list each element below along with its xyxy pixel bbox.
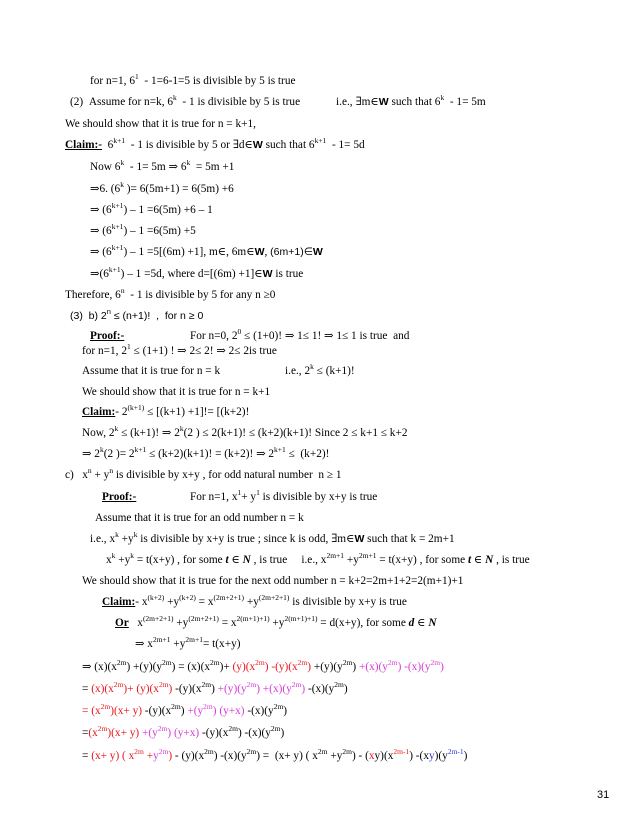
text-line: (2) Assume for n=k, 6$^k$ - 1 is divisible by 5 is true bbox=[70, 93, 301, 108]
text-line: for n=1, $6^1 - 1=6-1=5$ is divisible by 5 is true bbox=[90, 72, 296, 87]
text-line: ⇒ $x^{2m+1} +y^{2m+1}= t(x+y)$ bbox=[135, 635, 241, 650]
text-line: ⇒6. (6$^k$ )= 6(5m+1) = 6(5m) +6 bbox=[90, 180, 234, 195]
l16-src: We should show that it is true for n = k+1 bbox=[82, 386, 271, 398]
page-number: 31 bbox=[597, 789, 610, 801]
text-line bbox=[82, 385, 270, 399]
equation-line: = $(x^{2m})(x+ y)$ $-(y)(x^{2m}) +(y^{2m})$ (y+x) $-(x)(y^{2m})$ bbox=[82, 702, 288, 717]
text-line: ⇒ $(6^{k+1}) - 1 =6(5m) +5$ bbox=[90, 222, 196, 237]
l15a-src: Assume that it is true for n = k bbox=[82, 365, 221, 377]
or-line: Or $x^{(2m+2+1)} +y^{(2m+2+1)} = x^{2(m+1)+1)} +y^{2(m+1)+1)} = d(x+y)$, for some d ∈ N bbox=[115, 614, 437, 629]
text-line bbox=[82, 574, 463, 588]
text-line: ⇒ $(6^{k+1}) - 1 =6(5m) +6 - 1$ bbox=[90, 201, 213, 216]
text-line: Now 6$^k$ - 1= 5m ⇒ 6$^k$ = 5m +1 bbox=[90, 158, 235, 173]
proof-label: Proof:- bbox=[102, 491, 137, 503]
text-line: $x^k +y^k = t(x+y)$ , for some t ∈ N , is true i.e., $x^{2m+1} +y^{2m+1} = t(x+y)$ , for some t ∈ N , is true bbox=[106, 551, 530, 566]
text-line: Now, $2^k \le (k+1)$! ⇒ 2$^k$(2 ) ≤ 2(k+1)! ≤ (k+2)(k+1)! Since 2 ≤ k+1 ≤ k+2 bbox=[82, 424, 408, 439]
claim-label: Claim: bbox=[102, 596, 136, 608]
claim-label: Claim: bbox=[82, 406, 116, 418]
claim-line: Claim:- $2^{(k+1)} \le [(k+1) +1]!= [(k+2)$! bbox=[82, 403, 250, 418]
claim-label: Claim:- bbox=[65, 139, 103, 151]
claim-line: Claim:- $6^{k+1} - 1$ is divisible by 5 or ∃d∈W such that $6^{k+1} - 1= 5d$ bbox=[65, 136, 365, 151]
equation-line: = (x+ y) ( $x^{2m} +y^{2m}) - (y)(x^{2m})$ $-(x)(y^{2m}) = (x+ y)$ ( $x^{2m} +y^{2m}) - (xy)(x^{2m-1})$ $-(xy)(y^{2m-1})$ bbox=[82, 747, 468, 762]
l25-src: We should show that it is true for the next odd number n = k+2=2m+1+2=2(m+1)+1 bbox=[82, 575, 464, 587]
text-line: Therefore, 6$^n$ - 1 is divisible by 5 for any n ≥0 bbox=[65, 286, 276, 301]
l22-src: Assume that it is true for an odd number n = k bbox=[95, 512, 304, 524]
text-line: c) $x^n + y^n$ is divisible by x+y , for odd natural number n ≥ 1 bbox=[65, 466, 342, 481]
equation-line: ⇒ $(x)(x^{2m}) +(y)(y^{2m}) = (x)(x^{2m})+ (y)(x^{2m})$ $-(y)(x^{2m}) +(y)(y^{2m}) +(x)(y^{2m})$ $-(x)(y^{2m})$ bbox=[82, 658, 444, 673]
proof-label: Proof:- bbox=[90, 330, 125, 342]
claim-line: Claim:- $x^{(k+2)} +y^{(k+2)} = x^{(2m+2+1)} +y^{(2m+2+1)}$ is divisible by x+y is true bbox=[102, 593, 407, 608]
text-line bbox=[82, 364, 220, 378]
text-line: i.e., $x^k +y^k$ is divisible by x+y is true ; since k is odd, ∃m∈W such that k = 2m+1 bbox=[90, 530, 455, 545]
text-line: For n=0, $2^0 \le (1+0)$! ⇒ 1≤ 1! ⇒ 1≤ 1 is true and bbox=[190, 327, 410, 342]
equation-line: $=(x^{2m})(x+ y) +(y^{2m})$ (y+x) $-(y)(x^{2m})$ $-(x)(y^{2m})$ bbox=[82, 724, 285, 739]
text-line: for n=1, $2^1 \le (1+1)$ ! ⇒ 2≤ 2! ⇒ 2≤ 2is true bbox=[82, 342, 277, 357]
text-line: For n=1, $x^1+ y^1$ is divisible by x+y is true bbox=[190, 488, 378, 503]
equation-line: = $(x)(x^{2m})+ (y)(x^{2m})$ $-(y)(x^{2m}) +(y)(y^{2m}) +(x)(y^{2m})$ $-(x)(y^{2m})$ bbox=[82, 680, 348, 695]
text-line: i.e., $2^k \le (k+1)$! bbox=[285, 362, 355, 377]
text-line: We should show that it is true for n = k+1, bbox=[65, 118, 256, 130]
or-label: Or bbox=[115, 617, 129, 629]
proof-line bbox=[102, 490, 136, 504]
text-line: (3) b) $2^n \le (n+1)$! , for n ≥ 0 bbox=[70, 307, 204, 322]
proof-line bbox=[90, 329, 124, 343]
text-line: ⇒ $(6^{k+1}) - 1 =5[(6m) +1]$, m∈, 6m∈W, (6m+1)∈W bbox=[90, 243, 323, 258]
text-line: i.e., ∃m∈W such that 6$^k$ - 1= 5m bbox=[336, 93, 486, 108]
text-line: ⇒ 2$^k$(2 )= $2^{k+1} \le (k+2)(k+1)$! = (k+2)! ⇒ $2^{k+1} \le (k+2)$! bbox=[82, 445, 330, 460]
text-line: $\Rightarrow(6^{k+1}) - 1 =5d$, where d=[(6m) +1]∈W is true bbox=[90, 265, 304, 280]
text-line bbox=[95, 511, 304, 525]
